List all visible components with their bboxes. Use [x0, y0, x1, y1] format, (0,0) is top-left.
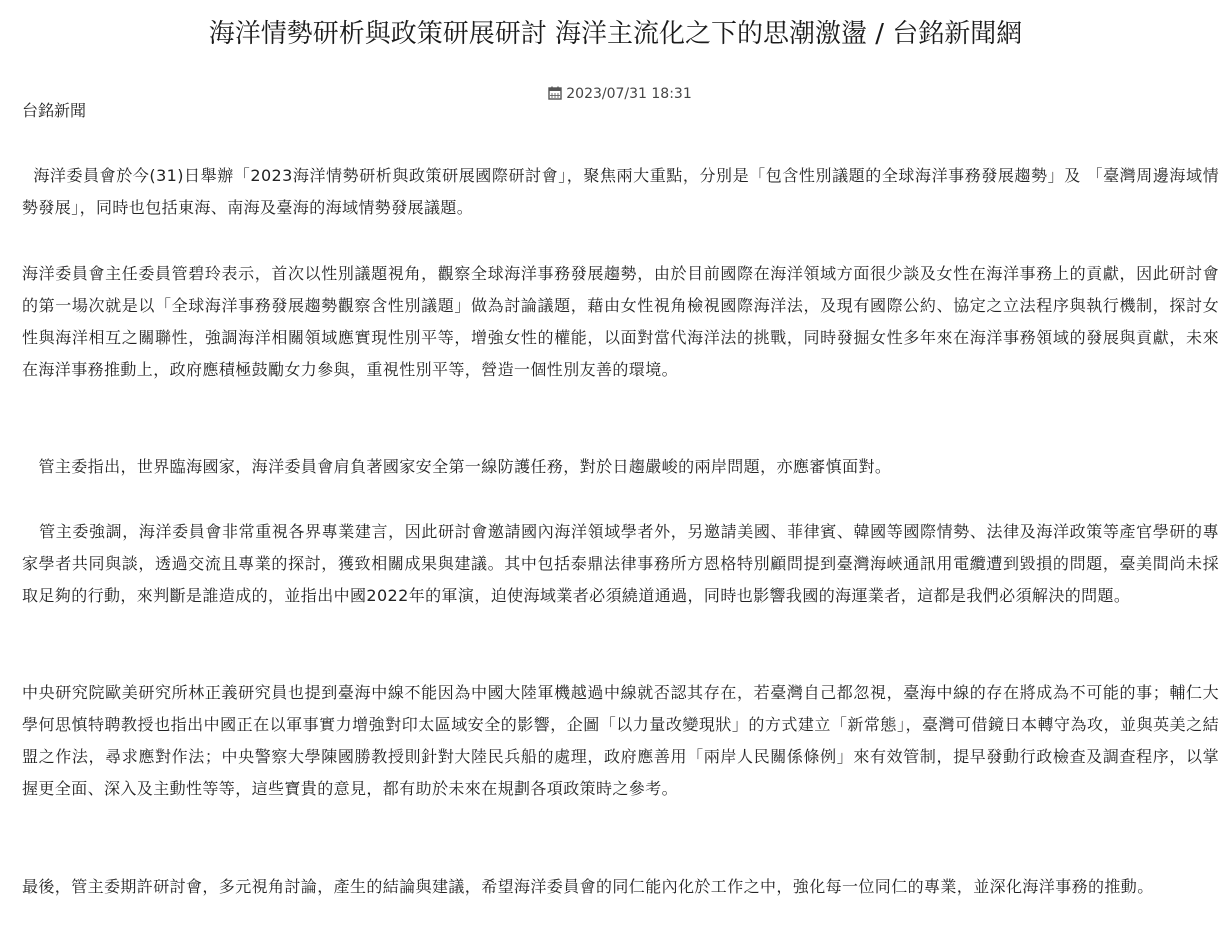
calendar-icon — [548, 86, 562, 106]
paragraph-text: 海洋委員會於今(31)日舉辦「2023海洋情勢研析與政策研展國際研討會」，聚焦兩大重點，分別是「包含性別議題的全球海洋事務發展趨勢」及 「臺灣周邊海域情勢發展」，同時也包括東海、南海及臺海的海域情勢發展議題。 — [22, 166, 1219, 217]
publish-date — [0, 84, 1231, 106]
article-paragraph — [22, 160, 1219, 224]
paragraph-text: 海洋委員會主任委員管碧玲表示，首次以性別議題視角，觀察全球海洋事務發展趨勢，由於目前國際在海洋領域方面很少談及女性在海洋事務上的貢獻，因此研討會的第一場次就是以「全球海洋事務發展趨勢觀察含性別議題」做為討論議題，藉由女性視角檢視國際海洋法，及現有國際公約、協定之立法程序與執行機制，探討女性與海洋相互之關聯性，強調海洋相關領域應實現性別平等，增強女性的權能，以面對當代海洋法的挑戰，同時發掘女性多年來在海洋事務領域的發展與貢獻，未來在海洋事務推動上，政府應積極鼓勵女力參與，重視性別平等，營造一個性別友善的環境。 — [22, 264, 1219, 379]
paragraph-text: 中央研究院歐美研究所林正義研究員也提到臺海中線不能因為中國大陸軍機越過中線就否認其存在，若臺灣自己都忽視，臺海中線的存在將成為不可能的事；輔仁大學何思慎特聘教授也指出中國正在以軍事實力增強對印太區域安全的影響，企圖「以力量改變現狀」的方式建立「新常態」，臺灣可借鏡日本轉守為攻，並與英美之結盟之作法，尋求應對作法；中央警察大學陳國勝教授則針對大陸民兵船的處理，政府應善用「兩岸人民關係條例」來有效管制，提早發動行政檢查及調查程序，以掌握更全面、深入及主動性等等，這些寶貴的意見，都有助於未來在規劃各項政策時之參考。 — [22, 683, 1219, 798]
paragraph-text: 管主委指出，世界臨海國家，海洋委員會肩負著國家安全第一線防護任務，對於日趨嚴峻的兩岸問題，亦應審慎面對。 — [22, 457, 892, 476]
paragraph-text: 管主委強調，海洋委員會非常重視各界專業建言，因此研討會邀請國內海洋領域學者外，另邀請美國、菲律賓、韓國等國際情勢、法律及海洋政策等產官學研的專家學者共同與談，透過交流且專業的探討，獲致相關成果與建議。其中包括泰鼎法律事務所方恩格特別顧問提到臺灣海峽通訊用電纜遭到毀損的問題，臺美間尚未採取足夠的行動，來判斷是誰造成的，並指出中國2022年的軍演，迫使海域業者必須繞道通過，同時也影響我國的海運業者，這都是我們必須解決的問題。 — [22, 522, 1219, 605]
page-title: 海洋情勢研析與政策研展研討 海洋主流化之下的思潮激盪 / 台銘新聞網 — [208, 19, 1023, 49]
article-paragraph — [22, 451, 1219, 483]
article-paragraph — [22, 677, 1219, 805]
publish-datetime: 2023/07/31 18:31 — [566, 86, 692, 102]
article-paragraph — [22, 871, 1219, 903]
article-paragraph — [22, 516, 1219, 612]
paragraph-text: 最後，管主委期許研討會，多元視角討論，產生的結論與建議，希望海洋委員會的同仁能內化於工作之中，強化每一位同仁的專業，並深化海洋事務的推動。 — [22, 877, 1154, 896]
news-source: 台銘新聞 — [22, 101, 87, 120]
article-paragraph — [22, 258, 1219, 386]
